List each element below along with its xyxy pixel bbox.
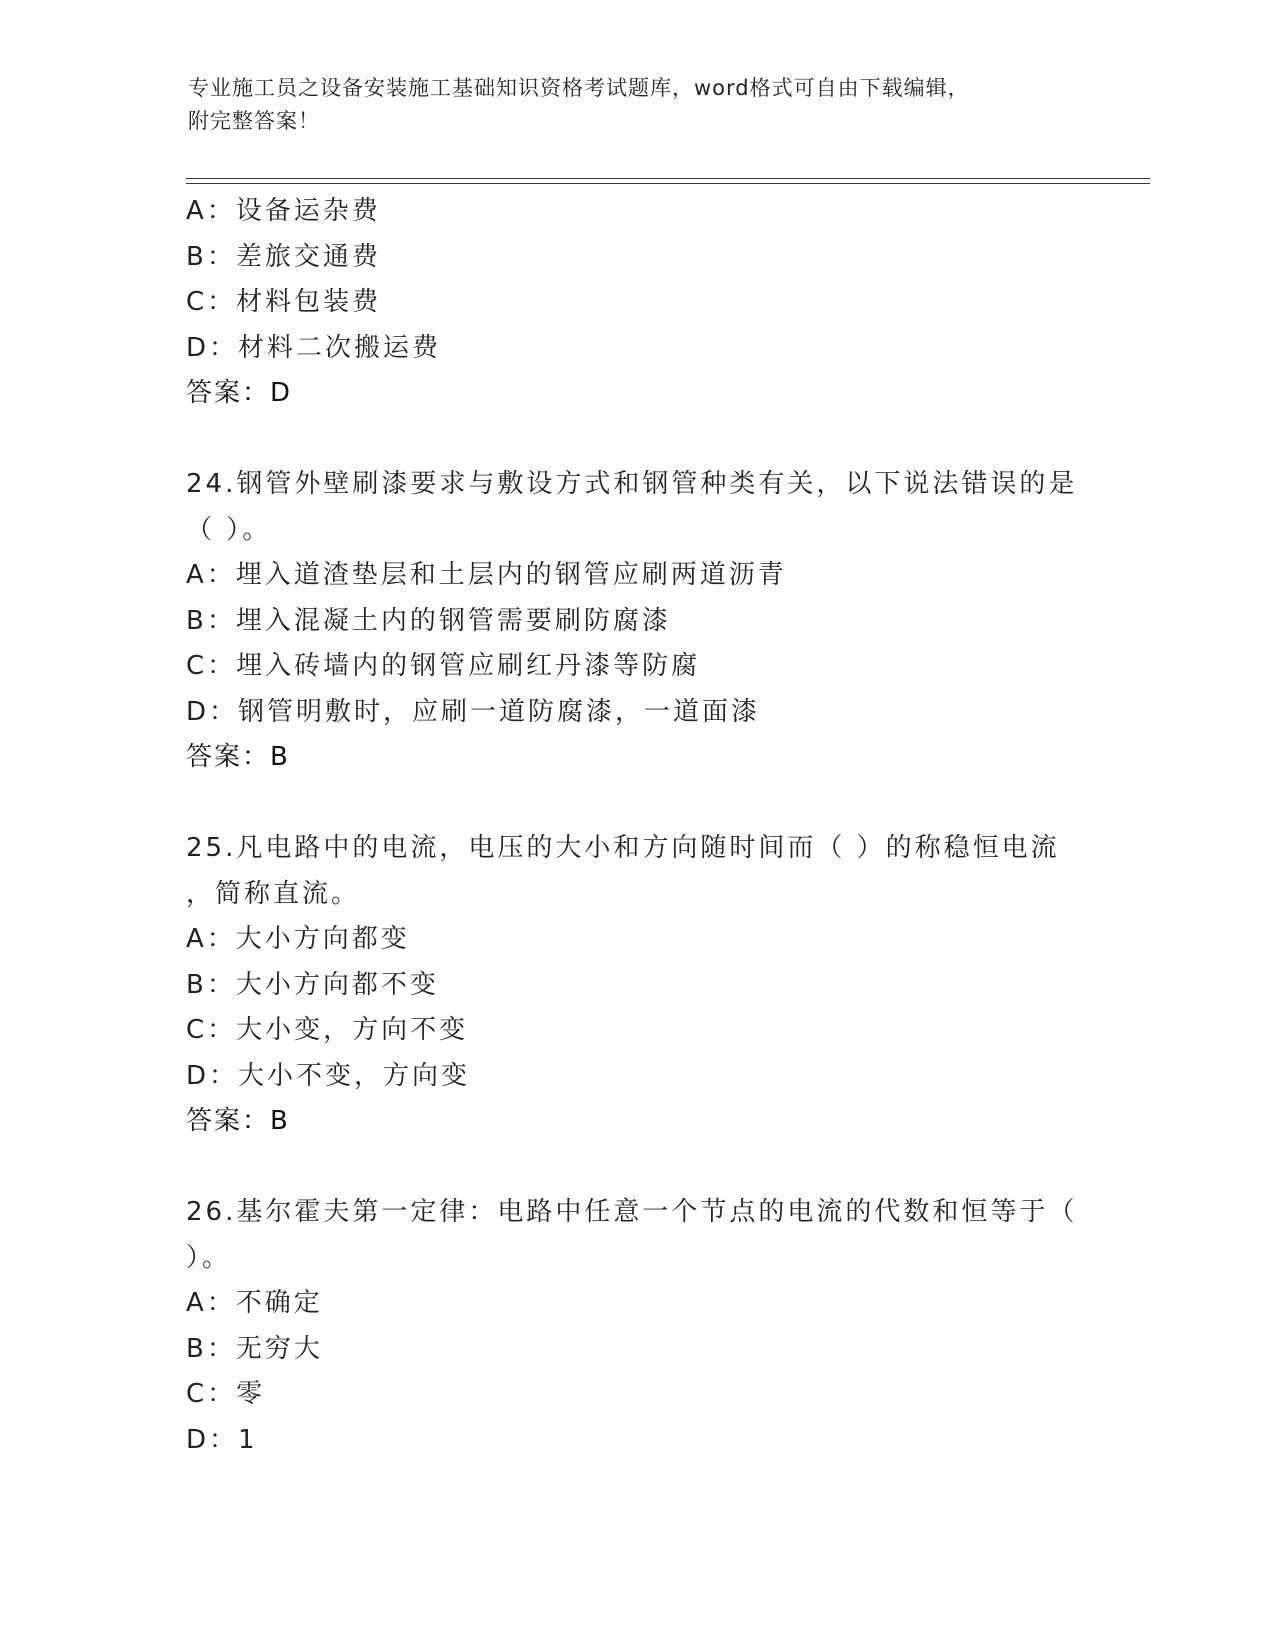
header-divider-top xyxy=(186,178,1150,179)
question-stem-continued: ，简称直流。 xyxy=(186,878,361,909)
question-stem-continued: ）。 xyxy=(186,1242,232,1273)
question-stem: 26.基尔霍夫第一定律：电路中任意一个节点的电流的代数和恒等于（ xyxy=(186,1197,1078,1227)
question-24 xyxy=(186,462,1086,781)
option-a: A：设备运杂费 xyxy=(186,196,381,226)
option-d: D：材料二次搬运费 xyxy=(186,332,442,363)
option-b: B：差旅交通费 xyxy=(186,241,381,272)
option-a: A：大小方向都变 xyxy=(186,924,410,954)
option-b: B：无穷大 xyxy=(186,1333,323,1364)
question-26 xyxy=(186,1190,1086,1463)
answer: 答案：B xyxy=(186,742,290,772)
option-c: C：埋入砖墙内的钢管应刷红丹漆等防腐 xyxy=(186,651,701,681)
question-23-options xyxy=(186,189,1086,417)
option-d: D：1 xyxy=(186,1424,258,1455)
answer: 答案：D xyxy=(186,378,293,408)
question-25 xyxy=(186,826,1086,1145)
spacer xyxy=(186,417,1086,463)
header-line-2: 附完整答案！ xyxy=(188,109,320,133)
option-a: A：不确定 xyxy=(186,1288,323,1318)
question-stem: 25.凡电路中的电流，电压的大小和方向随时间而（ ）的称稳恒电流 xyxy=(186,833,1060,863)
option-c: C：零 xyxy=(186,1379,266,1409)
option-d: D：钢管明敷时，应刷一道防腐漆，一道面漆 xyxy=(186,696,761,727)
option-c: C：材料包装费 xyxy=(186,287,382,317)
header-line-1: 专业施工员之设备安装施工基础知识资格考试题库，word格式可自由下载编辑， xyxy=(188,76,970,100)
page-header xyxy=(188,72,1088,138)
spacer xyxy=(186,781,1086,827)
question-stem-continued: （ ）。 xyxy=(186,514,272,545)
answer: 答案：B xyxy=(186,1106,290,1136)
option-c: C：大小变，方向不变 xyxy=(186,1015,469,1045)
option-b: B：埋入混凝土内的钢管需要刷防腐漆 xyxy=(186,605,671,636)
option-d: D：大小不变，方向变 xyxy=(186,1060,471,1091)
header-divider-bottom xyxy=(186,183,1150,184)
question-list xyxy=(186,189,1086,1463)
option-a: A：埋入道渣垫层和土层内的钢管应刷两道沥青 xyxy=(186,560,787,590)
option-b: B：大小方向都不变 xyxy=(186,969,439,1000)
question-stem: 24.钢管外壁刷漆要求与敷设方式和钢管种类有关，以下说法错误的是 xyxy=(186,469,1078,499)
spacer xyxy=(186,1145,1086,1191)
